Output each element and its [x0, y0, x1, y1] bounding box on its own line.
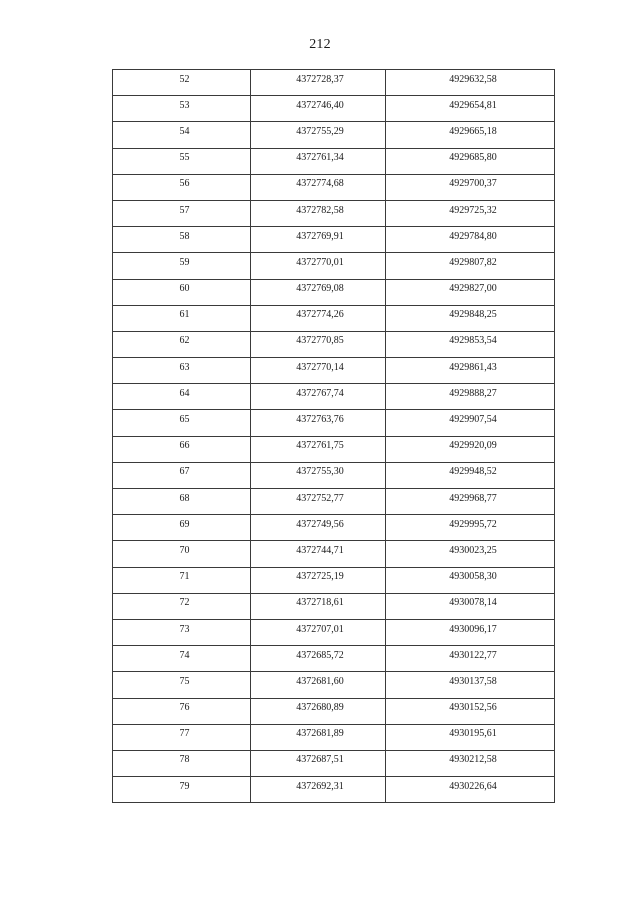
- x-coordinate-cell-text: 4372746,40: [296, 99, 344, 111]
- x-coordinate-cell-text: 4372761,34: [296, 152, 344, 164]
- point-number-cell: [113, 489, 251, 515]
- x-coordinate-cell: [251, 174, 386, 200]
- table-row: [113, 96, 555, 122]
- point-number-cell-text: 64: [179, 387, 190, 399]
- y-coordinate-cell: [386, 331, 555, 357]
- y-coordinate-cell: [386, 122, 555, 148]
- x-coordinate-cell: [251, 96, 386, 122]
- point-number-cell-text: 65: [179, 414, 190, 426]
- x-coordinate-cell: [251, 567, 386, 593]
- y-coordinate-cell-text: 4929888,27: [449, 387, 497, 399]
- x-coordinate-cell: [251, 253, 386, 279]
- table-row: [113, 515, 555, 541]
- y-coordinate-cell-text: 4929827,00: [449, 283, 497, 295]
- x-coordinate-cell: [251, 619, 386, 645]
- y-coordinate-cell: [386, 148, 555, 174]
- point-number-cell-text: 72: [179, 597, 190, 609]
- y-coordinate-cell-text: 4929848,25: [449, 309, 497, 321]
- table-row: [113, 593, 555, 619]
- y-coordinate-cell-text: 4930122,77: [449, 649, 497, 661]
- y-coordinate-cell-text: 4929685,80: [449, 152, 497, 164]
- x-coordinate-cell: [251, 462, 386, 488]
- y-coordinate-cell-text: 4930078,14: [449, 597, 497, 609]
- x-coordinate-cell-text: 4372681,89: [296, 728, 344, 740]
- y-coordinate-cell-text: 4929995,72: [449, 518, 497, 530]
- point-number-cell-text: 53: [179, 99, 190, 111]
- x-coordinate-cell: [251, 70, 386, 96]
- y-coordinate-cell-text: 4929948,52: [449, 466, 497, 478]
- y-coordinate-cell: [386, 750, 555, 776]
- point-number-cell-text: 77: [179, 728, 190, 740]
- table-row: [113, 436, 555, 462]
- y-coordinate-cell-text: 4929654,81: [449, 99, 497, 111]
- x-coordinate-cell-text: 4372692,31: [296, 780, 344, 792]
- y-coordinate-cell: [386, 462, 555, 488]
- table-row: [113, 200, 555, 226]
- point-number-cell: [113, 777, 251, 803]
- x-coordinate-cell: [251, 358, 386, 384]
- x-coordinate-cell: [251, 750, 386, 776]
- x-coordinate-cell: [251, 279, 386, 305]
- point-number-cell: [113, 305, 251, 331]
- x-coordinate-cell: [251, 331, 386, 357]
- table-row: [113, 750, 555, 776]
- x-coordinate-cell-text: 4372755,29: [296, 125, 344, 137]
- y-coordinate-cell: [386, 515, 555, 541]
- x-coordinate-cell: [251, 148, 386, 174]
- y-coordinate-cell: [386, 410, 555, 436]
- coordinates-table: [112, 69, 555, 803]
- y-coordinate-cell: [386, 672, 555, 698]
- x-coordinate-cell-text: 4372769,08: [296, 283, 344, 295]
- y-coordinate-cell-text: 4929700,37: [449, 178, 497, 190]
- table-row: [113, 384, 555, 410]
- x-coordinate-cell-text: 4372685,72: [296, 649, 344, 661]
- point-number-cell: [113, 567, 251, 593]
- point-number-cell: [113, 672, 251, 698]
- x-coordinate-cell: [251, 646, 386, 672]
- x-coordinate-cell-text: 4372752,77: [296, 492, 344, 504]
- x-coordinate-cell: [251, 489, 386, 515]
- point-number-cell-text: 62: [179, 335, 190, 347]
- x-coordinate-cell-text: 4372707,01: [296, 623, 344, 635]
- y-coordinate-cell: [386, 541, 555, 567]
- x-coordinate-cell-text: 4372718,61: [296, 597, 344, 609]
- point-number-cell: [113, 200, 251, 226]
- x-coordinate-cell-text: 4372744,71: [296, 544, 344, 556]
- point-number-cell-text: 76: [179, 702, 190, 714]
- x-coordinate-cell-text: 4372763,76: [296, 414, 344, 426]
- x-coordinate-cell: [251, 410, 386, 436]
- y-coordinate-cell-text: 4929907,54: [449, 414, 497, 426]
- y-coordinate-cell-text: 4930195,61: [449, 728, 497, 740]
- table-row: [113, 672, 555, 698]
- point-number-cell: [113, 410, 251, 436]
- y-coordinate-cell: [386, 200, 555, 226]
- y-coordinate-cell: [386, 593, 555, 619]
- table-row: [113, 331, 555, 357]
- x-coordinate-cell: [251, 384, 386, 410]
- table-row: [113, 122, 555, 148]
- y-coordinate-cell: [386, 646, 555, 672]
- table-row: [113, 646, 555, 672]
- x-coordinate-cell: [251, 777, 386, 803]
- x-coordinate-cell-text: 4372728,37: [296, 73, 344, 85]
- x-coordinate-cell: [251, 541, 386, 567]
- y-coordinate-cell: [386, 489, 555, 515]
- x-coordinate-cell-text: 4372782,58: [296, 204, 344, 216]
- table-row: [113, 227, 555, 253]
- y-coordinate-cell-text: 4930096,17: [449, 623, 497, 635]
- y-coordinate-cell-text: 4929665,18: [449, 125, 497, 137]
- y-coordinate-cell-text: 4930023,25: [449, 544, 497, 556]
- y-coordinate-cell: [386, 436, 555, 462]
- point-number-cell: [113, 122, 251, 148]
- point-number-cell-text: 59: [179, 256, 190, 268]
- y-coordinate-cell-text: 4929632,58: [449, 73, 497, 85]
- point-number-cell-text: 69: [179, 518, 190, 530]
- coordinates-table-body: [113, 70, 555, 803]
- x-coordinate-cell-text: 4372767,74: [296, 387, 344, 399]
- x-coordinate-cell: [251, 698, 386, 724]
- point-number-cell-text: 60: [179, 283, 190, 295]
- table-row: [113, 567, 555, 593]
- table-row: [113, 462, 555, 488]
- point-number-cell-text: 66: [179, 440, 190, 452]
- y-coordinate-cell: [386, 358, 555, 384]
- x-coordinate-cell: [251, 515, 386, 541]
- point-number-cell-text: 71: [179, 571, 190, 583]
- point-number-cell: [113, 724, 251, 750]
- table-row: [113, 724, 555, 750]
- x-coordinate-cell-text: 4372769,91: [296, 230, 344, 242]
- y-coordinate-cell: [386, 384, 555, 410]
- point-number-cell-text: 54: [179, 125, 190, 137]
- table-row: [113, 358, 555, 384]
- point-number-cell: [113, 331, 251, 357]
- point-number-cell: [113, 646, 251, 672]
- x-coordinate-cell-text: 4372774,68: [296, 178, 344, 190]
- y-coordinate-cell-text: 4930152,56: [449, 702, 497, 714]
- y-coordinate-cell: [386, 227, 555, 253]
- point-number-cell-text: 74: [179, 649, 190, 661]
- point-number-cell: [113, 279, 251, 305]
- y-coordinate-cell-text: 4929853,54: [449, 335, 497, 347]
- point-number-cell-text: 68: [179, 492, 190, 504]
- point-number-cell: [113, 358, 251, 384]
- point-number-cell-text: 78: [179, 754, 190, 766]
- x-coordinate-cell-text: 4372680,89: [296, 702, 344, 714]
- x-coordinate-cell-text: 4372770,01: [296, 256, 344, 268]
- point-number-cell-text: 73: [179, 623, 190, 635]
- table-row: [113, 70, 555, 96]
- table-row: [113, 698, 555, 724]
- x-coordinate-cell-text: 4372749,56: [296, 518, 344, 530]
- x-coordinate-cell: [251, 724, 386, 750]
- x-coordinate-cell: [251, 305, 386, 331]
- y-coordinate-cell: [386, 70, 555, 96]
- y-coordinate-cell: [386, 253, 555, 279]
- point-number-cell-text: 70: [179, 544, 190, 556]
- y-coordinate-cell: [386, 279, 555, 305]
- y-coordinate-cell: [386, 724, 555, 750]
- point-number-cell-text: 52: [179, 73, 190, 85]
- point-number-cell-text: 63: [179, 361, 190, 373]
- point-number-cell-text: 57: [179, 204, 190, 216]
- x-coordinate-cell-text: 4372687,51: [296, 754, 344, 766]
- y-coordinate-cell-text: 4929784,80: [449, 230, 497, 242]
- y-coordinate-cell-text: 4930212,58: [449, 754, 497, 766]
- point-number-cell: [113, 253, 251, 279]
- table-row: [113, 541, 555, 567]
- x-coordinate-cell: [251, 672, 386, 698]
- point-number-cell-text: 61: [179, 309, 190, 321]
- x-coordinate-cell: [251, 593, 386, 619]
- y-coordinate-cell-text: 4930058,30: [449, 571, 497, 583]
- y-coordinate-cell: [386, 619, 555, 645]
- point-number-cell: [113, 227, 251, 253]
- point-number-cell-text: 58: [179, 230, 190, 242]
- table-row: [113, 489, 555, 515]
- table-row: [113, 174, 555, 200]
- y-coordinate-cell: [386, 698, 555, 724]
- x-coordinate-cell: [251, 227, 386, 253]
- table-row: [113, 253, 555, 279]
- point-number-cell: [113, 698, 251, 724]
- y-coordinate-cell: [386, 777, 555, 803]
- point-number-cell: [113, 384, 251, 410]
- point-number-cell-text: 75: [179, 675, 190, 687]
- y-coordinate-cell: [386, 96, 555, 122]
- table-row: [113, 305, 555, 331]
- point-number-cell: [113, 436, 251, 462]
- x-coordinate-cell-text: 4372755,30: [296, 466, 344, 478]
- table-row: [113, 279, 555, 305]
- x-coordinate-cell-text: 4372770,14: [296, 361, 344, 373]
- y-coordinate-cell-text: 4929920,09: [449, 440, 497, 452]
- table-row: [113, 148, 555, 174]
- point-number-cell: [113, 619, 251, 645]
- point-number-cell-text: 55: [179, 152, 190, 164]
- point-number-cell: [113, 541, 251, 567]
- point-number-cell: [113, 593, 251, 619]
- x-coordinate-cell-text: 4372681,60: [296, 675, 344, 687]
- table-row: [113, 410, 555, 436]
- y-coordinate-cell: [386, 567, 555, 593]
- x-coordinate-cell-text: 4372761,75: [296, 440, 344, 452]
- x-coordinate-cell-text: 4372725,19: [296, 571, 344, 583]
- table-row: [113, 777, 555, 803]
- y-coordinate-cell-text: 4929807,82: [449, 256, 497, 268]
- y-coordinate-cell-text: 4930137,58: [449, 675, 497, 687]
- x-coordinate-cell: [251, 122, 386, 148]
- point-number-cell: [113, 96, 251, 122]
- y-coordinate-cell-text: 4929968,77: [449, 492, 497, 504]
- y-coordinate-cell: [386, 305, 555, 331]
- x-coordinate-cell-text: 4372770,85: [296, 335, 344, 347]
- y-coordinate-cell: [386, 174, 555, 200]
- table-row: [113, 619, 555, 645]
- y-coordinate-cell-text: 4929861,43: [449, 361, 497, 373]
- point-number-cell: [113, 750, 251, 776]
- point-number-cell-text: 79: [179, 780, 190, 792]
- y-coordinate-cell-text: 4930226,64: [449, 780, 497, 792]
- point-number-cell: [113, 462, 251, 488]
- y-coordinate-cell-text: 4929725,32: [449, 204, 497, 216]
- point-number-cell-text: 56: [179, 178, 190, 190]
- page-number: 212: [309, 37, 331, 52]
- x-coordinate-cell: [251, 436, 386, 462]
- point-number-cell: [113, 148, 251, 174]
- point-number-cell: [113, 515, 251, 541]
- point-number-cell-text: 67: [179, 466, 190, 478]
- x-coordinate-cell-text: 4372774,26: [296, 309, 344, 321]
- point-number-cell: [113, 174, 251, 200]
- x-coordinate-cell: [251, 200, 386, 226]
- point-number-cell: [113, 70, 251, 96]
